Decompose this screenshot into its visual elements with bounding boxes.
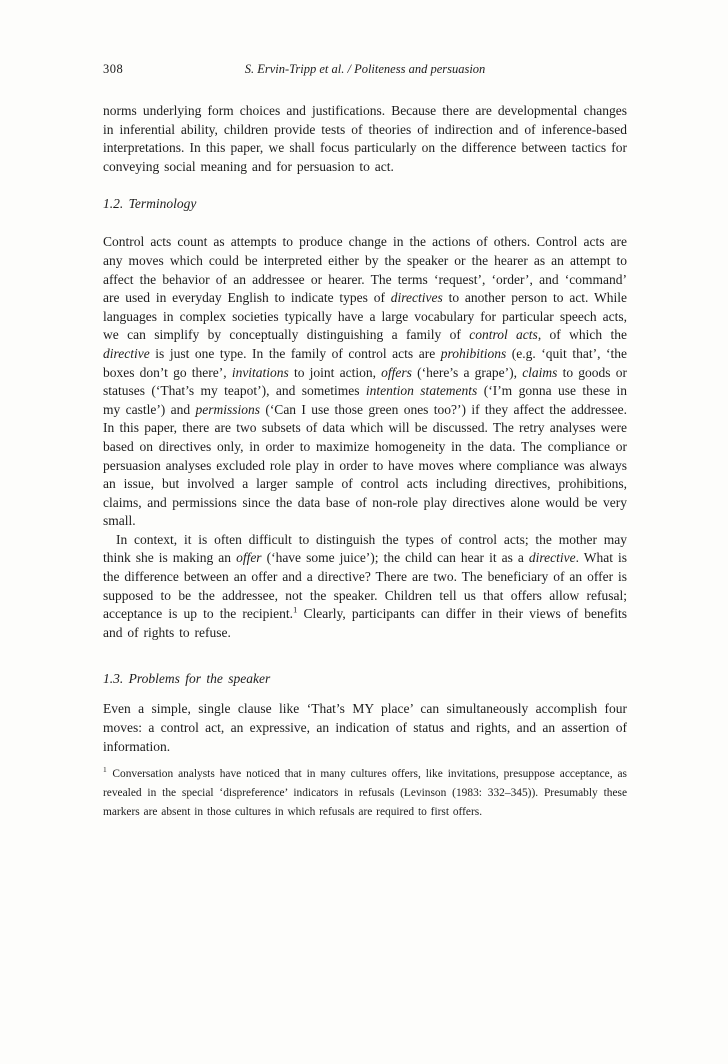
paragraph-intro: norms underlying form choices and justifications. Because there are developmental changes in inferential ability, children provide tests of theories of indirection and of inference-based interpretations. In this paper, we shall focus particularly on the difference between tactics for conveying social meaning and for persuasion to act. (103, 103, 627, 174)
footnote-text: $^1$ Conversation analysts have noticed that in many cultures offers, like invitations, presuppose acceptance, as revealed in the special ‘dispreference’ indicators in refusals (Levinson (1983: 332–345)). Presumably these markers are absent in those cultures in which refusals are required to first offers. (103, 765, 627, 819)
running-header (103, 60, 627, 79)
paragraph-even-a-simple: Even a simple, single clause like ‘That’s MY place’ can simultaneously accomplish four moves: a control act, an expressive, an indication of status and rights, and an assertion of information. (103, 701, 627, 754)
paragraph-in-context: In context, it is often difficult to distinguish the types of control acts; the mother may think she is making an offer (‘have some juice’); the child can hear it as a directive. What is the difference between an offer and a directive? There are two. The beneficiary of an offer is supposed to be the addressee, not the speaker. Children tell us that offers allow refusal; acceptance is up to the recipient.$^1$ Clearly, participants can differ in their views of benefits and of rights to refuse. (103, 531, 627, 640)
text-block (103, 60, 627, 822)
section-heading-problems: 1.3. Problems for the speaker (103, 671, 271, 687)
page-number: 308 (103, 62, 124, 76)
footnote-block (103, 765, 627, 822)
section-heading-terminology: 1.2. Terminology (103, 196, 197, 212)
paragraph-control-acts: Control acts count as attempts to produce change in the actions of others. Control acts are any moves which could be interpreted either by the speaker or the hearer as an attempt to affect the behavior of an addressee or hearer. The terms ‘request’, ‘order’, and ‘command’ are used in everyday English to indicate types of directives to another person to act. While languages in complex societies typically have a large vocabulary for particular speech acts, we can simplify by conceptually distinguishing a family of control acts, of which the directive is just one type. In the family of control acts are prohibitions (e.g. ‘quit that’, ‘the boxes don’t go there’, invitations to joint action, offers (‘here’s a grape’), claims to goods or statuses (‘That’s my teapot’), and sometimes intention statements (‘I’m gonna use these in my castle’) and permissions (‘Can I use those green ones too?’) if they affect the addressee. In this paper, there are two subsets of data which will be discussed. The retry analyses were based on directives only, in order to maximize homogeneity in the data. The compliance or persuasion analyses excluded role play in order to have moves where compliance was always an issue, but involved a larger sample of control acts including directives, prohibitions, claims, and permissions since the data base of non-role play directives alone would be very small. (103, 234, 628, 529)
running-head-title: S. Ervin-Tripp et al. / Politeness and persuasion (244, 62, 486, 76)
